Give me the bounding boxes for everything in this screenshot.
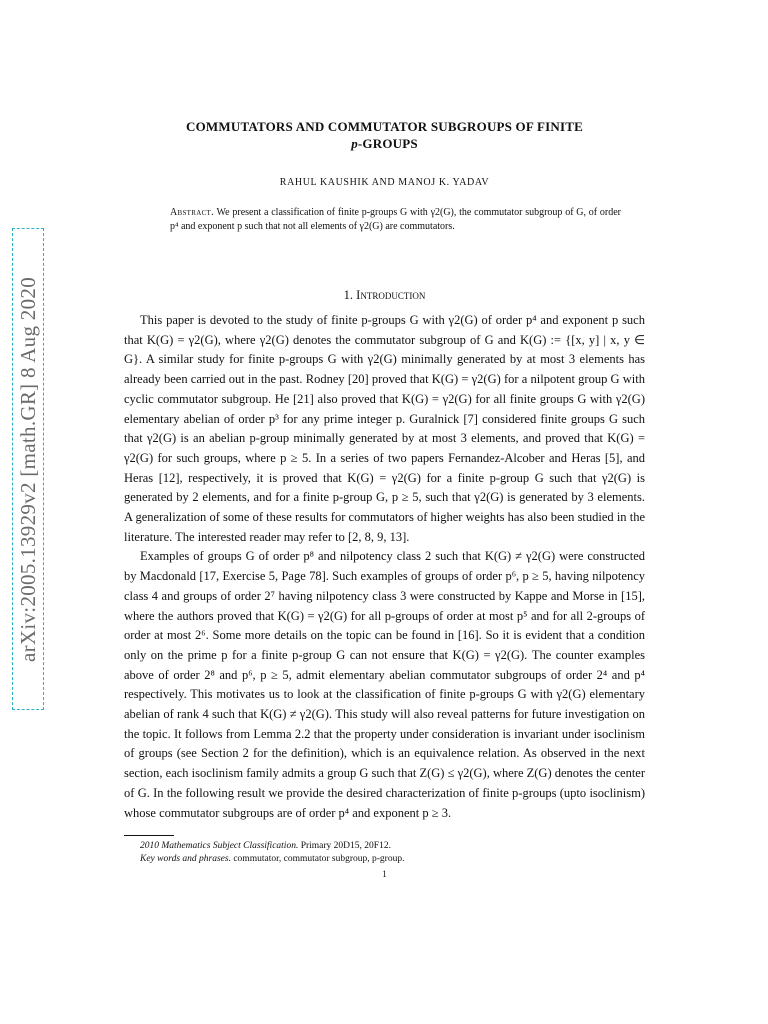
arxiv-identifier-stamp[interactable] bbox=[12, 228, 44, 710]
section-heading bbox=[124, 288, 645, 303]
title-line-2-italic: p bbox=[351, 136, 358, 151]
section-number: 1. bbox=[343, 288, 354, 302]
title-line-2-rest: -GROUPS bbox=[357, 136, 418, 151]
page-number: 1 bbox=[382, 869, 387, 880]
paper-title bbox=[124, 118, 645, 152]
paper-authors: RAHUL KAUSHIK AND MANOJ K. YADAV bbox=[279, 177, 490, 188]
msc-value: Primary 20D15, 20F12. bbox=[300, 841, 391, 852]
body-paragraph-1: This paper is devoted to the study of finite p-groups G with γ2(G) of order p⁴ and exponent p such that K(G) = γ2(G), where γ2(G) denotes the commutator subgroup of G and K(G) := {[x, y] | x, y ∈ G}. A similar study for finite p-groups G with γ2(G) minimally generated by at most 3 elements has already been carried out in the past. Rodney [20] proved that K(G) = γ2(G) for a nilpotent group G with cyclic commutator subgroup. He [21] also proved that K(G) = γ2(G) for all finite groups G with γ2(G) elementary abelian of order p³ for any prime integer p. Guralnick [7] considered finite groups G such that γ2(G) is an abelian p-group minimally generated by at most 3 elements, and proved that K(G) = γ2(G) for such groups, where p ≥ 5. In a series of two papers Fernandez-Alcober and Heras [5], and Heras [12], respectively, it is proved that K(G) = γ2(G) for a finite p-group G such that γ2(G) is generated by 2 elements, and for a finite p-group G, p ≥ 5, such that γ2(G) is generated by 3 elements. A generalization of some of these results for commutators of higher weights has also been studied in the literature. The interested reader may refer to [2, 8, 9, 13]. bbox=[124, 313, 645, 544]
footnote-divider bbox=[124, 835, 174, 836]
arxiv-identifier-text: arXiv:2005.13929v2 [math.GR] 8 Aug 2020 bbox=[15, 276, 40, 662]
body-paragraph-2: Examples of groups G of order p⁸ and nilpotency class 2 such that K(G) ≠ γ2(G) were constructed by Macdonald [17, Exercise 5, Page 78]. Such examples of groups of order p⁶, p ≥ 5, having nilpotency class 4 and groups of order 2⁷ having nilpotency class 3 were constructed by Kappe and Morse in [15], where the authors proved that K(G) = γ2(G) for all p-groups of order at most p⁵ and for all 2-groups of order at most 2⁶. Some more details on the topic can be found in [16]. So it is evident that a condition only on the prime p for a finite p-group G can not ensure that K(G) = γ2(G). The counter examples above of order 2⁸ and p⁶, p ≥ 5, admit elementary abelian commutator subgroups of order 2⁴ and p⁴ respectively. This motivates us to look at the classification of finite p-groups G with γ2(G) elementary abelian of rank 4 such that K(G) ≠ γ2(G). This study will also reveal patterns for future investigation on the topic. It follows from Lemma 2.2 that the property under consideration is invariant under isoclinism of groups (see Section 2 for the definition), which is an equivalence relation. As observed in the next section, each isoclinism family admits a group G such that Z(G) ≤ γ2(G), where Z(G) denotes the center of G. In the following result we provide the desired characterization of finite p-groups (upto isoclinism) whose commutator subgroups are of order p⁴ and exponent p ≥ 3. bbox=[124, 549, 645, 820]
paper-page bbox=[124, 118, 645, 879]
title-line-1: COMMUTATORS AND COMMUTATOR SUBGROUPS OF FINITE bbox=[186, 119, 583, 134]
keywords-label: Key words and phrases. bbox=[140, 854, 231, 865]
abstract-lead: Abstract. bbox=[170, 207, 214, 218]
footnote-keywords bbox=[124, 853, 645, 866]
section-body bbox=[124, 311, 645, 823]
abstract-text: We present a classification of finite p-groups G with γ2(G), the commutator subgroup of G, of order p⁴ and exponent p such that not all elements of γ2(G) are commutators. bbox=[170, 207, 621, 232]
keywords-value: commutator, commutator subgroup, p-group. bbox=[233, 854, 405, 865]
abstract bbox=[170, 206, 621, 233]
section-title: Introduction bbox=[356, 288, 426, 302]
msc-label: 2010 Mathematics Subject Classification. bbox=[140, 841, 299, 852]
footnote-msc bbox=[124, 840, 645, 853]
